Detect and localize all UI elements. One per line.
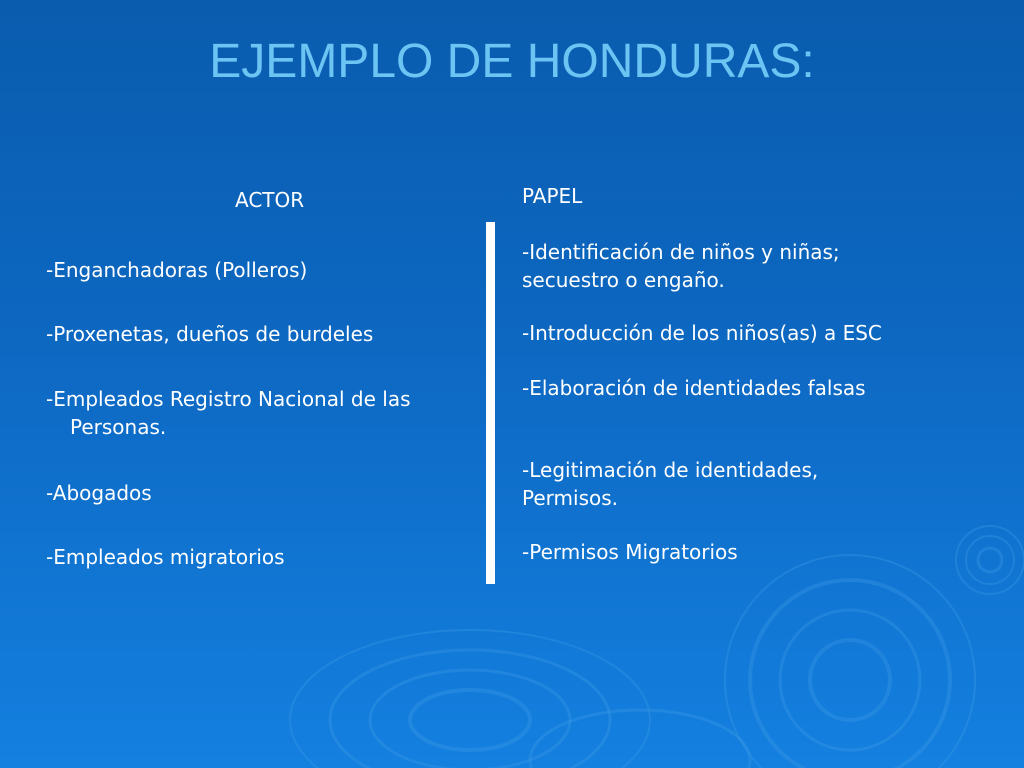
papel-item <box>522 238 840 294</box>
actor-item-text-continued: Personas. <box>70 415 167 439</box>
actor-item-text: -Enganchadoras (Polleros) <box>46 258 308 282</box>
actor-item-text: -Empleados migratorios <box>46 545 285 569</box>
actor-item <box>46 543 285 571</box>
papel-item-text-continued: Permisos. <box>522 486 618 510</box>
papel-item <box>522 538 738 566</box>
papel-item-text: -Introducción de los niños(as) a ESC <box>522 321 882 345</box>
actor-column-header: ACTOR <box>235 188 305 212</box>
actor-item <box>46 385 411 441</box>
actor-item-text: -Proxenetas, dueños de burdeles <box>46 322 374 346</box>
papel-item-text: -Legitimación de identidades, <box>522 458 819 482</box>
papel-item-text: -Elaboración de identidades falsas <box>522 376 866 400</box>
column-divider <box>486 222 495 584</box>
papel-column-header: PAPEL <box>522 184 583 208</box>
papel-item <box>522 456 818 512</box>
actor-item-text: -Abogados <box>46 481 152 505</box>
papel-item-text: -Permisos Migratorios <box>522 540 738 564</box>
actor-item <box>46 479 152 507</box>
papel-item <box>522 374 866 402</box>
slide-title: EJEMPLO DE HONDURAS: <box>209 35 815 88</box>
actor-item <box>46 256 307 284</box>
actor-item <box>46 320 373 348</box>
papel-item <box>522 319 882 347</box>
papel-item-text: -Identificación de niños y niñas; <box>522 240 840 264</box>
papel-item-text-continued: secuestro o engaño. <box>522 268 725 292</box>
actor-item-text: -Empleados Registro Nacional de las <box>46 387 411 411</box>
